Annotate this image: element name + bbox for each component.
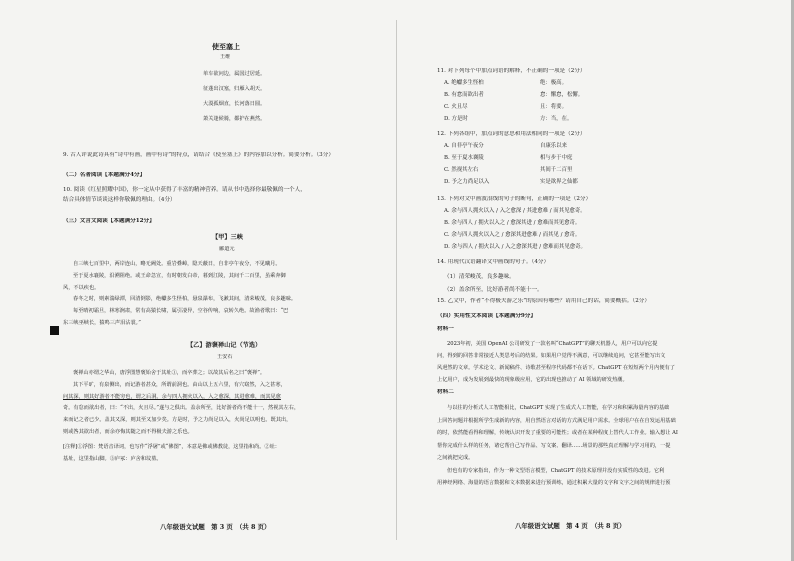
question-11: 11. 对下列每个中加点词语的解释，不正确的一项是（2分）: [437, 68, 586, 74]
material-line: 与以往的分析式人工智能相比，ChatGPT 实现了生成式人工智能，在学习和积累海量内容的基础: [447, 405, 670, 411]
passage-line: 来而记之者已少。盖其又深，则其至又加少矣。方是时，予之力尚足以入，火尚足以明也。既其出，: [63, 417, 292, 424]
poem-line: 萧关逢候骑，都护在燕然。: [203, 116, 266, 122]
passage-yi-notes: [63, 442, 280, 466]
passage-line: 春冬之时，则素湍绿潭，回清倒影，绝巘多生怪柏，悬泉瀑布，飞漱其间，清荣峻茂，良多趣味。: [73, 296, 297, 303]
section-4-header: （四）实用性文本阅读【本题满分9分】: [437, 313, 536, 319]
option-a: A. 绝巘多生怪柏: [444, 80, 484, 86]
material-line: 的时，依然能看得和理解，传统认识开发了重要的可能性；或者在某种程度上替代人工作业。输入想让 AI: [437, 430, 678, 436]
passage-line: 褒禅山亦谓之华山，唐浮图慧褒始舍于其址①，而卒葬之；以故其后名之曰“褒禅”。: [73, 370, 266, 376]
option-b: B. 至于夏水襄陵: [444, 155, 484, 161]
question-10-line: 结合具体情节谈谈这样你敬佩的理由。（4分）: [63, 197, 176, 203]
material-line: 2023年初，美国 OpenAI 公司研发了一款名叫“ChatGPT”的聊天机器人，用户可以向它提: [447, 341, 658, 347]
option-a: A. 自非亭午夜分: [444, 143, 484, 149]
option-b-gloss: 怠：懈怠，松懈。: [540, 92, 584, 98]
option-a-pair: 自康乐以来: [540, 143, 567, 149]
material-line: 风迥然的文章。学术论文、新闻稿件、诗歌甚至程序代码都不在话下。ChatGPT 在短短两个月内便有了: [437, 365, 675, 371]
passage-line: 则或咎其欲出者，而余亦悔其随之而不得极夫游之乐也。: [63, 428, 193, 435]
question-10: [63, 185, 306, 205]
option-d: D. 予之力尚足以入: [444, 179, 490, 185]
material-1-body: [437, 338, 675, 386]
section-2-header: （二）名著阅读【本题满分4分】: [63, 172, 146, 178]
material-1-label: 材料一: [437, 326, 454, 332]
passage-jia-author: 郦道元: [219, 246, 235, 252]
passage-line: 自三峡七百里中，两岸连山，略无阙处。重岩叠嶂，隐天蔽日，自非亭午夜分，不见曦月。: [73, 261, 281, 267]
poem-body: [203, 67, 265, 127]
translate-item: （1）清荣峻茂，良多趣味。: [444, 274, 515, 280]
question-15: 15. 乙文中，作者“不得极夫游之乐”的原因有哪些？请用自己的话，简要概括。（2分）: [437, 298, 650, 304]
translate-item: （2）盖余所至，比好游者尚不能十一。: [444, 287, 543, 293]
passage-yi-author: 王安石: [217, 354, 233, 360]
poem-line: 征蓬出汉塞，归雁入胡天。: [203, 86, 266, 92]
option-d: D. 余与四人 / 拥火以入 / 入之愈深其进 / 愈难而其见愈奇。: [444, 244, 586, 250]
question-13: 13. 下列对文中画波浪线的句子的断句，正确的一项是（2分）: [437, 196, 592, 202]
section-3-header: （三）文言文阅读【本题满分12分】: [63, 218, 155, 224]
material-2-label: 材料二: [437, 389, 454, 395]
note-line: [注释]①浮图：梵语音译词，也写作“浮屠”或“佛图”，本意是佛或佛教徒，这里指和尚。②址：: [63, 444, 280, 450]
poem-line: 单车欲问边，属国过居延。: [203, 71, 266, 77]
question-14: 14. 用现代汉语翻译文中画线的句子。（4分）: [437, 259, 550, 265]
passage-line: 东三峡巫峡长，猿鸣三声泪沾裳。”: [63, 319, 141, 326]
material-2-body: [437, 402, 678, 490]
option-a-gloss: 绝：极高。: [540, 80, 567, 86]
passage-yi-title: 【乙】游褒禅山记（节选）: [187, 342, 262, 349]
passage-line: 每至晴初霜旦，林寒涧肃，常有高猿长啸，属引凄异，空谷传响，哀转久绝。故渔者歌曰：“巴: [73, 308, 289, 315]
material-line: 但也有的专家指出，作为一种文型语言模型，ChatGPT 的技术原理并没有实质性的改进。它利: [447, 467, 665, 474]
option-b: B. 有怠而欲出者: [444, 92, 484, 98]
material-line: 问，得到的回答非常接近人类思考后的结果。如果用户觉得不满意，可以继续追问，它甚至能写出文: [437, 353, 666, 359]
page-footer-3: 八年级语文试题 第 3 页 （共 8 页）: [160, 523, 271, 531]
passage-line: 至于夏水襄陵，沿溯阻绝。或王命急宣，有时朝发白帝，暮到江陵，其间千二百里，虽乘奔御: [73, 272, 286, 279]
page-footer-4: 八年级语文试题 第 4 页 （共 8 页）: [515, 522, 626, 530]
option-c-pair: 其间千二百里: [540, 167, 573, 173]
option-d: D. 方是时: [444, 116, 468, 122]
material-line: 上回答问题并根据所学生成新的内容，用自然语言对话的方式满足用户需求。全球用户在在自发运用基础: [437, 417, 676, 424]
option-b: B. 余与四人 / 拥火以入之 / 愈深其进 / 愈难而其见愈奇。: [444, 220, 581, 226]
material-line: 用神经网络、海量的语言数据和文本数据来进行预训练，通过积累大量的文字和文字之间的规律进行预: [437, 480, 671, 486]
question-9: 9. 古人评说此诗具有“诗中有画，画中有诗”的特点，请结合《使至塞上》的内容加以分析。简要分析。（3分）: [63, 152, 334, 158]
option-c: C. 余与四人拥火以入之 / 愈深其进愈难 / 而其见 / 愈奇。: [444, 232, 581, 238]
option-d-pair: 实是欲界之仙都: [540, 179, 578, 185]
passage-jia-body: [63, 259, 296, 330]
passage-line: 奇。有怠而欲出者，曰：“不出，火且尽。”遂与之俱出。盖余所至，比好游者尚不能十一，然视其左右，: [63, 405, 300, 412]
material-line: 上亿用户，成为发展到最快的现象级应用，它的出现也推动了 AI 领域的研发热潮。: [437, 377, 628, 383]
option-c-gloss: 且：将要。: [540, 104, 567, 110]
poem-author: 王维: [220, 54, 231, 60]
passage-line: 风，不以疾也。: [63, 284, 100, 291]
option-a: A. 余与四人拥火以入 / 入之愈深 / 其进愈难 / 而其见愈奇。: [444, 208, 586, 214]
passage-line: 其下平旷，有泉侧出，而记游者甚众，所谓前洞也。由山以上五六里，有穴窈然，入之甚寒，: [73, 381, 286, 388]
question-12: 12. 下列各组中，加点词的意思和用法相同的一项是（2分）: [437, 131, 586, 137]
material-line: 之间就把完成。: [437, 455, 474, 461]
poem-title: 使至塞上: [212, 42, 240, 51]
poem-line: 大漠孤烟直，长河落日圆。: [203, 101, 266, 107]
passage-line-wavy: 问其深，则其好游者不能穷也，谓之后洞。余与四人拥火以入，入之愈深，其进愈难，而其见愈: [63, 393, 281, 400]
question-14-items: [444, 271, 543, 297]
passage-jia-title: 【甲】三峡: [212, 234, 243, 241]
right-page: [397, 0, 794, 561]
option-b-pair: 相与步于中庭: [540, 155, 573, 161]
option-c: C. 火且尽: [444, 104, 468, 110]
question-10-line: 10. 阅读《红星照耀中国》，你一定从中获得了丰富的精神营养。请从书中选择你最敬佩的一个人，: [63, 187, 306, 193]
option-c: C. 然视其左右: [444, 167, 479, 173]
material-line: 帮你完成什么样的任务，诸它帮自己写作品、写文案、翻译……场景的那些真正理解与学习用的，一提: [437, 442, 671, 449]
option-d-gloss: 方：当，在。: [540, 116, 573, 122]
passage-yi-body: [63, 368, 299, 439]
note-line: 基址，这里指山脚。③庐冢：庐舍和坟墓。: [63, 455, 162, 462]
